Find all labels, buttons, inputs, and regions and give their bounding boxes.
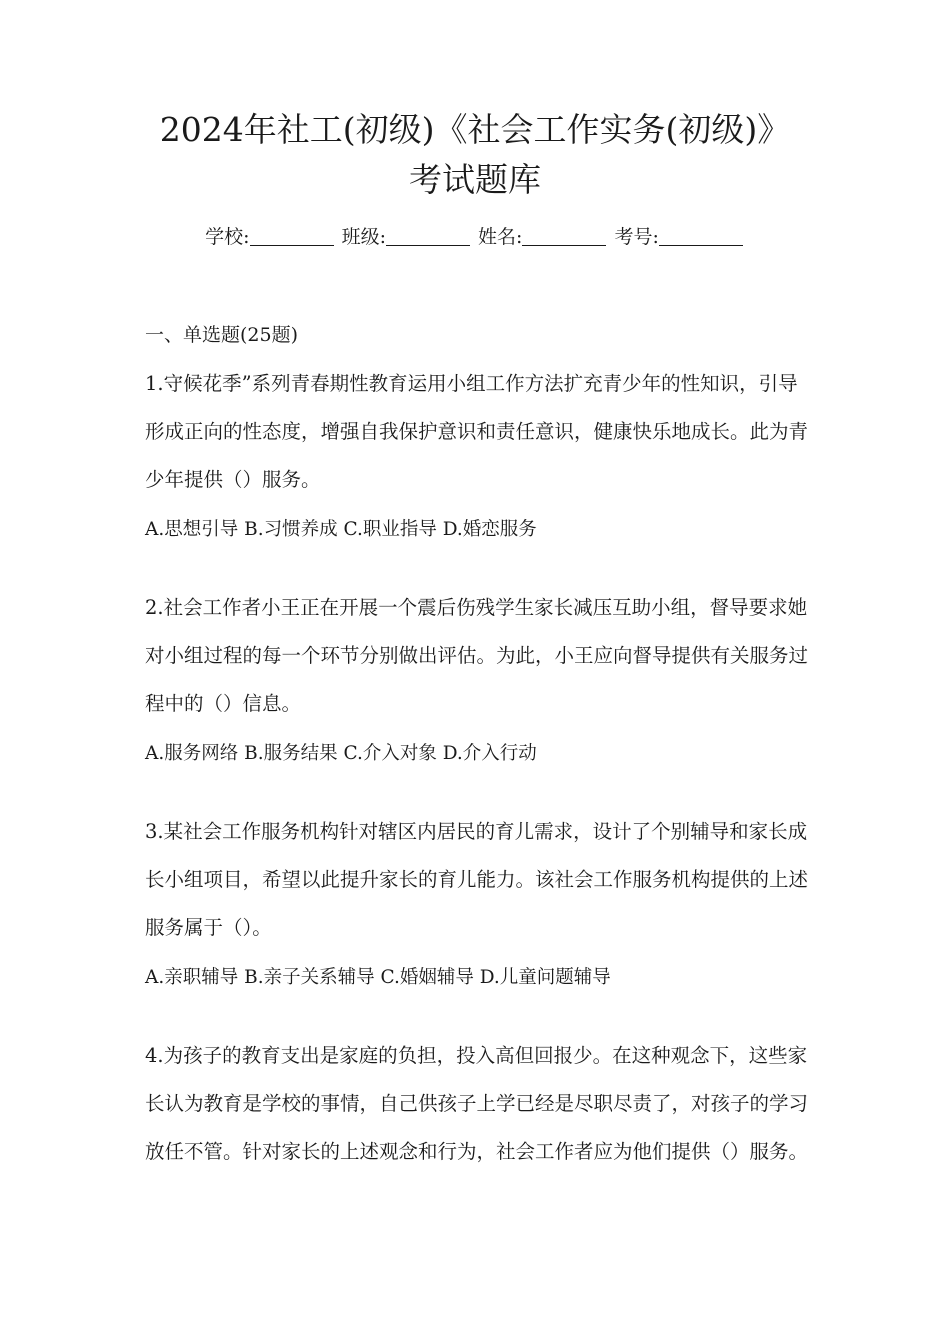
- name-blank: [522, 227, 606, 246]
- school-blank: [250, 227, 334, 246]
- question-1-text: 1.守候花季”系列青春期性教育运用小组工作方法扩充青少年的性知识，引导形成正向的性态度，增强自我保护意识和责任意识，健康快乐地成长。此为青少年提供（）服务。: [145, 372, 809, 491]
- question-2-text: 2.社会工作者小王正在开展一个震后伤残学生家长减压互助小组，督导要求她对小组过程的每一个环节分别做出评估。为此，小王应向督导提供有关服务过程中的（）信息。: [145, 596, 809, 715]
- question-2-options: A.服务网络 B.服务结果 C.介入对象 D.介入行动: [145, 743, 537, 764]
- question-3-options: A.亲职辅导 B.亲子关系辅导 C.婚姻辅导 D.儿童问题辅导: [145, 967, 611, 988]
- question-3-text: 3.某社会工作服务机构针对辖区内居民的育儿需求，设计了个别辅导和家长成长小组项目，希望以此提升家长的育儿能力。该社会工作服务机构提供的上述服务属于（）。: [145, 820, 809, 939]
- question-1: [145, 360, 815, 542]
- question-4: [145, 1032, 815, 1176]
- student-info-row: [0, 222, 950, 249]
- question-1-options: A.思想引导 B.习惯养成 C.职业指导 D.婚恋服务: [145, 519, 537, 540]
- document-title-line1: 2024年社工(初级)《社会工作实务(初级)》: [159, 110, 791, 149]
- question-2: [145, 584, 815, 766]
- class-blank: [386, 227, 470, 246]
- question-4-text: 4.为孩子的教育支出是家庭的负担，投入高但回报少。在这种观念下，这些家长认为教育是学校的事情，自己供孩子上学已经是尽职尽责了，对孩子的学习放任不管。针对家长的上述观念和行为，社会工作者应为他们提供（）服务。: [145, 1044, 809, 1163]
- name-label: 姓名:: [478, 226, 523, 248]
- exam-number-label: 考号:: [614, 226, 659, 248]
- school-label: 学校:: [205, 226, 250, 248]
- class-label: 班级:: [341, 226, 386, 248]
- document-title-line2: 考试题库: [409, 160, 541, 199]
- exam-number-blank: [659, 227, 743, 246]
- question-3: [145, 808, 815, 990]
- section-heading: 一、单选题(25题): [145, 324, 299, 346]
